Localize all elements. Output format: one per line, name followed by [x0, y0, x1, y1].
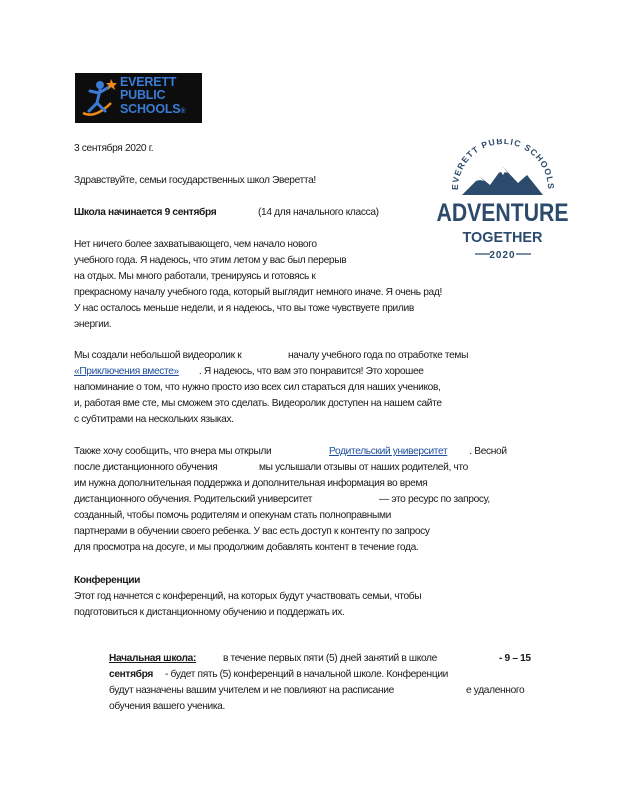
- p3-line-2b: мы услышали отзывы от наших родителей, что: [259, 462, 468, 473]
- p3-line-2a: после дистанционного обучения: [74, 462, 218, 473]
- school-start-note: (14 для начального класса): [258, 207, 379, 218]
- elementary-line-4: обучения вашего ученика.: [109, 701, 225, 712]
- badge-word-together: TOGETHER: [462, 229, 543, 246]
- letter-date: 3 сентября 2020 г.: [74, 143, 154, 154]
- p1-line-6: энергии.: [74, 319, 112, 330]
- runner-figure-icon: [75, 73, 121, 123]
- badge-year: 2020: [489, 250, 516, 261]
- elementary-line-3b: е удаленного: [466, 685, 525, 696]
- elementary-dates: - 9 – 15: [499, 653, 531, 664]
- logo-line-1: EVERETT: [120, 75, 177, 89]
- everett-public-schools-logo: [75, 73, 202, 123]
- p1-line-2: учебного года. Я надеюсь, что этим летом у вас был перерыв: [74, 255, 347, 266]
- elementary-line-2b: - будет пять (5) конференций в начальной школе. Конференции: [165, 669, 448, 680]
- p3-line-1a: Также хочу сообщить, что вчера мы открыли: [74, 446, 272, 457]
- p3-line-3: им нужна дополнительная поддержка и дополнительная информация во время: [74, 478, 428, 489]
- adventure-together-link[interactable]: «Приключения вместе»: [74, 366, 179, 377]
- school-start-heading: Школа начинается 9 сентября: [74, 207, 217, 218]
- p2-line-3: напоминание о том, что нужно просто изо всех сил стараться для наших учеников,: [74, 382, 441, 393]
- p3-line-7: для просмотра на досуге, и мы продолжим добавлять контент в течение года.: [74, 542, 419, 553]
- parent-university-link[interactable]: Родительский университет: [329, 446, 448, 457]
- letter-greeting: Здравствуйте, семьи государственных школ Эверетта!: [74, 175, 316, 186]
- adventure-together-badge: [430, 139, 575, 264]
- elementary-line-1: в течение первых пяти (5) дней занятий в школе: [223, 653, 437, 664]
- p1-line-4: прекрасному началу учебного года, который выглядит немного иначе. Я очень рад!: [74, 287, 442, 298]
- elementary-line-3a: будут назначены вашим учителем и не повлияют на расписание: [109, 685, 394, 696]
- p1-line-3: на отдых. Мы много работали, тренируясь и готовясь к: [74, 271, 316, 282]
- p2-line-1b: началу учебного года по отработке темы: [288, 350, 469, 361]
- p2-line-1a: Мы создали небольшой видеоролик к: [74, 350, 242, 361]
- p3-line-6: партнерами в обучении своего ребенка. У вас есть доступ к контенту по запросу: [74, 526, 430, 537]
- conferences-heading: Конференции: [74, 575, 141, 586]
- elementary-line-2a: сентября: [109, 669, 153, 680]
- p3-line-4b: — это ресурс по запросу,: [379, 494, 490, 505]
- p1-line-5: У нас осталось меньше недели, и я надеюсь, что вы тоже чувствуете прилив: [74, 303, 414, 314]
- elementary-label: Начальная школа:: [109, 653, 197, 664]
- mountains-icon: [462, 167, 543, 195]
- p3-line-4a: дистанционного обучения. Родительский университет: [74, 494, 313, 505]
- p2-line-2: «Приключения вместе» . Я надеюсь, что вам это понравится! Это хорошее: [74, 366, 424, 377]
- logo-line-2: PUBLIC: [120, 88, 166, 103]
- p3-line-1b: . Весной: [469, 446, 507, 457]
- p1-line-1: Нет ничего более захватывающего, чем начало нового: [74, 239, 317, 250]
- p3-line-5: созданный, чтобы помочь родителям и опекунам стать полноправными: [74, 510, 391, 521]
- p2-line-4: и, работая вме сте, мы сможем это сделать. Видеоролик доступен на нашем сайте: [74, 398, 442, 409]
- conf-line-1: Этот год начнется с конференций, на которых будут участвовать семьи, чтобы: [74, 591, 422, 602]
- conf-line-2: подготовиться к дистанционному обучению и поддержать их.: [74, 607, 345, 618]
- badge-arc-text: EVERETT PUBLIC SCHOOLS: [449, 139, 557, 191]
- badge-word-adventure: ADVENTURE: [436, 199, 569, 227]
- p2-line-5: с субтитрами на нескольких языках.: [74, 414, 234, 425]
- logo-line-3: SCHOOLS®: [120, 101, 186, 116]
